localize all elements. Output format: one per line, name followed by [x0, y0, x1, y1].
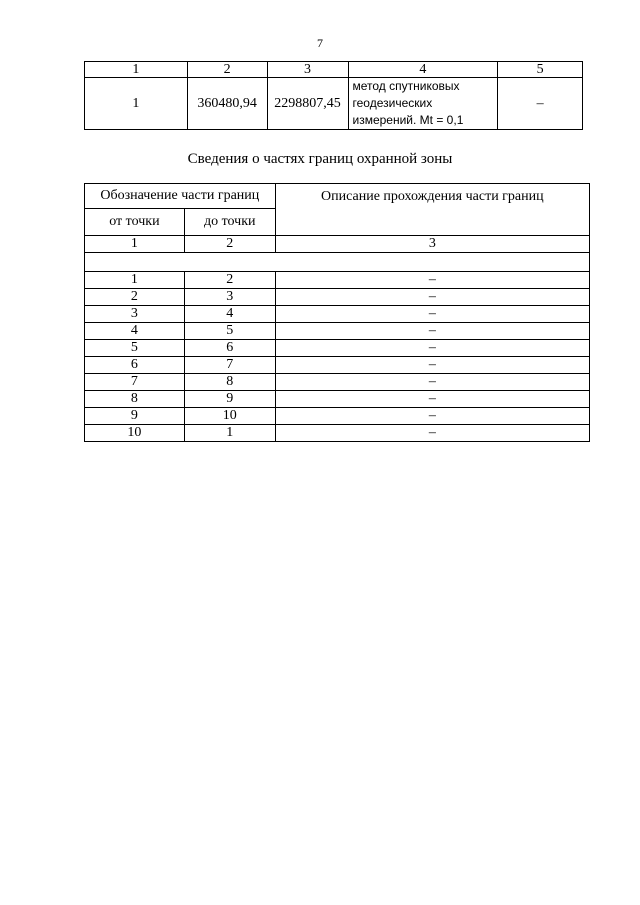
point-number: 1: [85, 78, 188, 130]
to-point: 9: [184, 391, 275, 408]
table-row: [85, 425, 590, 442]
part-description: –: [275, 289, 589, 306]
column-number: 1: [85, 62, 188, 78]
column-number: 2: [184, 236, 275, 253]
column-number: 2: [187, 62, 267, 78]
column-number: 3: [267, 62, 348, 78]
from-point: 8: [85, 391, 185, 408]
column-numbers-row: [85, 236, 590, 253]
from-point-header: от точки: [85, 209, 185, 236]
coordinates-table: [84, 61, 583, 130]
section-title: Сведения о частях границ охранной зоны: [187, 151, 453, 167]
table-row: [85, 323, 590, 340]
from-point: 4: [85, 323, 185, 340]
to-point: 3: [184, 289, 275, 306]
part-description: –: [275, 272, 589, 289]
to-point: 2: [184, 272, 275, 289]
coordinates-table-header: [85, 62, 583, 78]
to-point-header: до точки: [184, 209, 275, 236]
from-point: 5: [85, 340, 185, 357]
from-point: 1: [85, 272, 185, 289]
column-number: 3: [275, 236, 589, 253]
parts-table-header: [85, 184, 590, 209]
table-row: [85, 272, 590, 289]
page-number: 7: [317, 36, 323, 50]
to-point: 7: [184, 357, 275, 374]
table-row: [85, 374, 590, 391]
to-point: 6: [184, 340, 275, 357]
note-cell: –: [498, 78, 583, 130]
part-description: –: [275, 306, 589, 323]
part-description: –: [275, 391, 589, 408]
part-description: –: [275, 374, 589, 391]
column-number: 1: [85, 236, 185, 253]
description-header: Описание прохождения части границ: [275, 184, 589, 236]
designation-header: Обозначение части границ: [85, 184, 276, 209]
part-description: –: [275, 340, 589, 357]
coordinate-x: 360480,94: [187, 78, 267, 130]
method-line: измерений. Mt = 0,1: [352, 113, 464, 127]
method-line: геодезических: [352, 96, 433, 110]
blank-cell: [85, 253, 590, 272]
to-point: 10: [184, 408, 275, 425]
to-point: 4: [184, 306, 275, 323]
from-point: 2: [85, 289, 185, 306]
blank-row: [85, 253, 590, 272]
to-point: 8: [184, 374, 275, 391]
from-point: 7: [85, 374, 185, 391]
column-number: 4: [348, 62, 498, 78]
part-description: –: [275, 323, 589, 340]
table-row: [85, 289, 590, 306]
determination-method: [348, 78, 498, 130]
column-number: 5: [498, 62, 583, 78]
table-row: [85, 306, 590, 323]
part-description: –: [275, 408, 589, 425]
coordinate-y: 2298807,45: [267, 78, 348, 130]
method-line: метод спутниковых: [352, 79, 460, 93]
from-point: 6: [85, 357, 185, 374]
from-point: 10: [85, 425, 185, 442]
table-row: [85, 78, 583, 130]
to-point: 1: [184, 425, 275, 442]
part-description: –: [275, 357, 589, 374]
from-point: 3: [85, 306, 185, 323]
to-point: 5: [184, 323, 275, 340]
table-row: [85, 408, 590, 425]
part-description: –: [275, 425, 589, 442]
boundary-parts-table: [84, 183, 590, 442]
from-point: 9: [85, 408, 185, 425]
table-row: [85, 357, 590, 374]
table-row: [85, 340, 590, 357]
table-row: [85, 391, 590, 408]
